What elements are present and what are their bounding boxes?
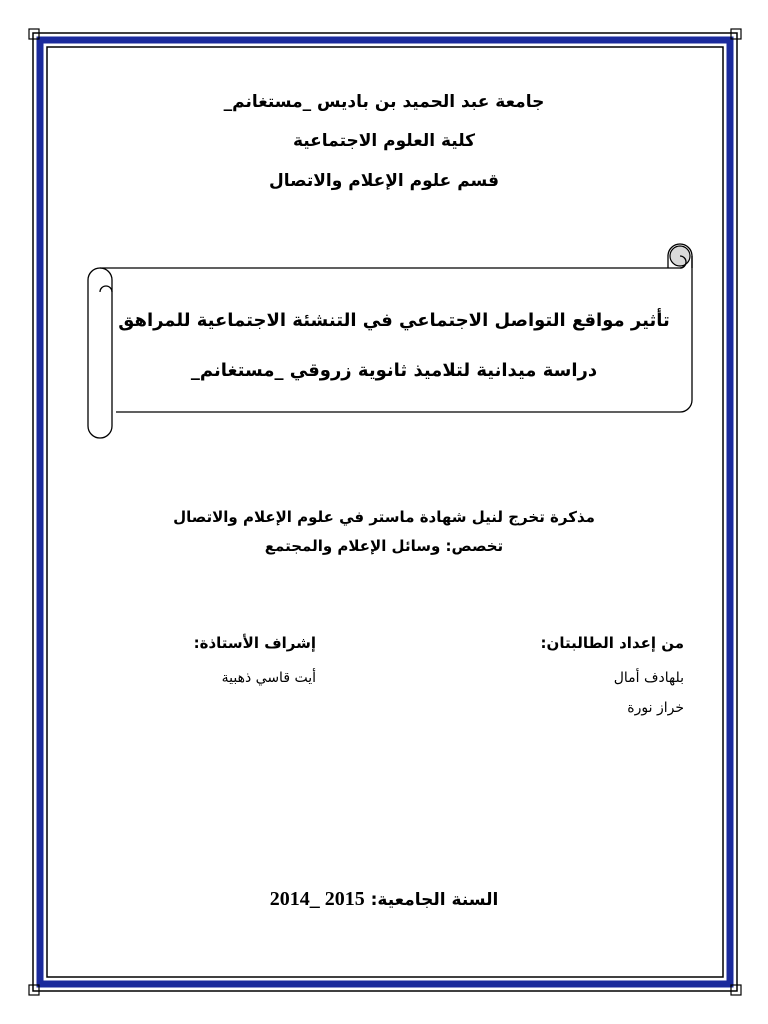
student-name-2: خراز نورة xyxy=(627,700,684,716)
degree-statement: مذكرة تخرج لنيل شهادة ماستر في علوم الإعلام والاتصال xyxy=(173,508,595,526)
department-name: قسم علوم الإعلام والاتصال xyxy=(269,171,499,191)
students-heading: من إعداد الطالبتان: xyxy=(540,634,684,652)
thesis-subtitle: دراسة ميدانية لتلاميذ ثانوية زروقي _مستغانم_ xyxy=(190,360,598,381)
supervisor-name: أيت قاسي ذهبية xyxy=(221,670,316,686)
faculty-name: كلية العلوم الاجتماعية xyxy=(292,131,476,151)
university-name: جامعة عبد الحميد بن باديس _مستغانم_ xyxy=(223,92,545,112)
thesis-title: تأثير مواقع التواصل الاجتماعي في التنشئة الاجتماعية للمراهق xyxy=(118,310,670,331)
academic-year xyxy=(0,888,768,911)
specialty: تخصص: وسائل الإعلام والمجتمع xyxy=(264,537,504,555)
supervisor-heading: إشراف الأستاذة: xyxy=(193,634,316,652)
academic-year-label: السنة الجامعية: xyxy=(370,890,499,910)
student-name-1: بلهادف أمال xyxy=(613,670,684,686)
academic-year-value: 2014_ 2015 xyxy=(269,888,365,910)
